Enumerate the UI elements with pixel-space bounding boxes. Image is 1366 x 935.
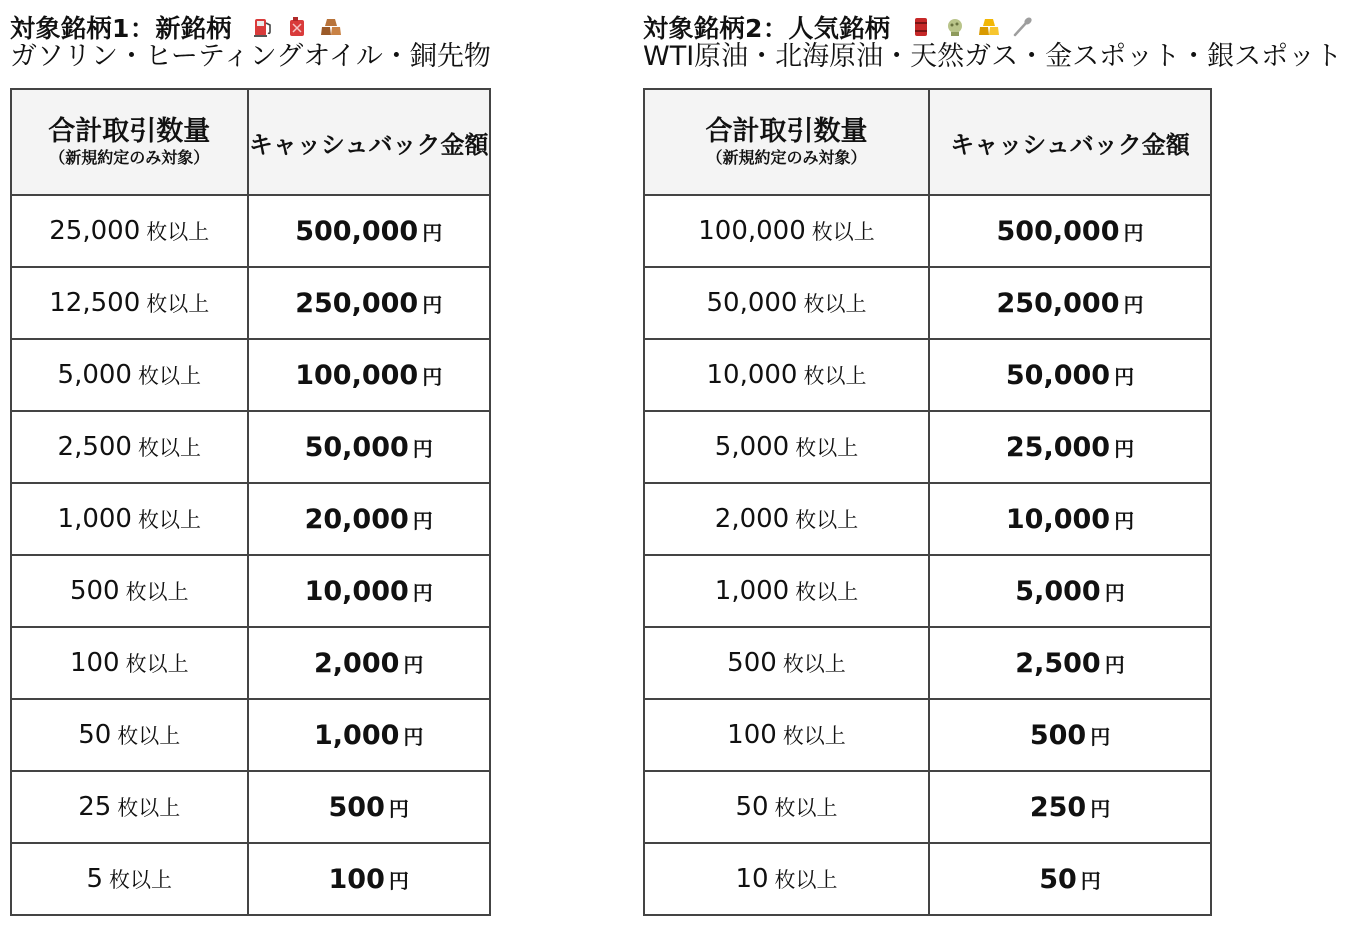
currency-unit: 円 [1090, 724, 1111, 749]
amount-value: 100 [328, 863, 385, 895]
volume-cell [11, 627, 248, 699]
amount-value: 1,000 [313, 719, 400, 751]
amount-value: 5,000 [1015, 575, 1101, 607]
section-title: 対象銘柄1：新銘柄 [10, 14, 232, 43]
currency-unit: 円 [1123, 292, 1144, 317]
amount-cell [929, 411, 1211, 483]
amount-cell [929, 555, 1211, 627]
currency-unit: 円 [1104, 580, 1125, 605]
volume-value: 25 [78, 792, 112, 822]
amount-cell [248, 411, 490, 483]
table-row [11, 627, 490, 699]
amount-value: 2,500 [1015, 647, 1101, 679]
copper-ingots-icon [320, 16, 342, 38]
volume-cell [11, 195, 248, 267]
amount-cell [929, 699, 1211, 771]
header-total-volume-label: 合計取引数量 [705, 116, 868, 147]
table-row [11, 771, 490, 843]
table-row [11, 267, 490, 339]
volume-value: 5,000 [57, 360, 132, 390]
volume-value: 500 [727, 648, 777, 678]
header-total-volume [11, 89, 248, 195]
volume-unit: 枚以上 [137, 436, 201, 460]
currency-unit: 円 [1123, 220, 1144, 245]
currency-unit: 円 [412, 508, 433, 533]
volume-cell [11, 699, 248, 771]
volume-cell [11, 555, 248, 627]
volume-cell [644, 555, 929, 627]
table-header-row [644, 89, 1211, 195]
table-row [644, 483, 1211, 555]
volume-cell [644, 483, 929, 555]
currency-unit: 円 [422, 364, 443, 389]
volume-value: 50,000 [706, 288, 798, 318]
amount-cell [248, 195, 490, 267]
amount-value: 50 [1039, 863, 1077, 895]
header-cashback-amount-label: キャッシュバック金額 [248, 130, 489, 159]
oil-can-icon [286, 16, 308, 38]
section-subtitle: WTI原油・北海原油・天然ガス・金スポット・銀スポット [643, 41, 1343, 72]
header-cashback-amount-label: キャッシュバック金額 [950, 130, 1190, 159]
currency-unit: 円 [1090, 796, 1111, 821]
table-row [644, 627, 1211, 699]
amount-value: 500,000 [295, 215, 419, 247]
volume-cell [644, 627, 929, 699]
header-cashback-amount [248, 89, 490, 195]
amount-value: 20,000 [304, 503, 409, 535]
table-row [11, 555, 490, 627]
amount-value: 250,000 [996, 287, 1120, 319]
currency-unit: 円 [1104, 652, 1125, 677]
currency-unit: 円 [1114, 364, 1135, 389]
amount-value: 25,000 [1005, 431, 1111, 463]
table-row [11, 843, 490, 915]
amount-cell [929, 339, 1211, 411]
amount-cell [248, 771, 490, 843]
volume-unit: 枚以上 [125, 652, 189, 676]
volume-unit: 枚以上 [782, 652, 846, 676]
currency-unit: 円 [422, 292, 443, 317]
commodity-icons [910, 16, 1034, 38]
currency-unit: 円 [412, 436, 433, 461]
volume-cell [11, 267, 248, 339]
volume-value: 10,000 [706, 360, 798, 390]
volume-unit: 枚以上 [803, 364, 867, 388]
silver-spoon-icon [1012, 16, 1034, 38]
table-header-row [11, 89, 490, 195]
currency-unit: 円 [388, 868, 409, 893]
volume-value: 10 [735, 864, 769, 894]
volume-value: 50 [78, 720, 112, 750]
header-total-volume-note: （新規約定のみ対象） [706, 148, 867, 167]
cashback-table [10, 88, 491, 916]
currency-unit: 円 [1114, 508, 1135, 533]
volume-cell [644, 267, 929, 339]
currency-unit: 円 [403, 724, 424, 749]
currency-unit: 円 [1080, 868, 1101, 893]
table-row [11, 411, 490, 483]
volume-unit: 枚以上 [803, 292, 867, 316]
table-row [644, 411, 1211, 483]
volume-value: 500 [69, 576, 120, 606]
header-total-volume [644, 89, 929, 195]
currency-unit: 円 [412, 580, 433, 605]
amount-cell [248, 483, 490, 555]
section-subtitle: ガソリン・ヒーティングオイル・銅先物 [10, 41, 491, 72]
volume-unit: 枚以上 [782, 724, 846, 748]
table-row [644, 267, 1211, 339]
volume-unit: 枚以上 [795, 580, 859, 604]
amount-cell [929, 483, 1211, 555]
volume-cell [644, 771, 929, 843]
volume-cell [11, 411, 248, 483]
amount-cell [929, 843, 1211, 915]
amount-cell [929, 627, 1211, 699]
amount-cell [929, 195, 1211, 267]
volume-cell [11, 483, 248, 555]
volume-unit: 枚以上 [774, 796, 838, 820]
volume-cell [644, 195, 929, 267]
amount-value: 10,000 [304, 575, 409, 607]
volume-unit: 枚以上 [137, 364, 201, 388]
volume-value: 100 [727, 720, 777, 750]
volume-value: 2,000 [714, 504, 790, 534]
volume-value: 1,000 [714, 576, 790, 606]
cashback-block-new [10, 0, 491, 895]
amount-value: 50,000 [1005, 359, 1111, 391]
amount-value: 50,000 [304, 431, 409, 463]
header-cashback-amount [929, 89, 1211, 195]
amount-value: 500 [328, 791, 385, 823]
amount-cell [248, 555, 490, 627]
volume-cell [11, 843, 248, 915]
volume-unit: 枚以上 [125, 580, 189, 604]
volume-unit: 枚以上 [795, 436, 859, 460]
table-row [11, 339, 490, 411]
volume-value: 2,500 [57, 432, 132, 462]
table-row [644, 771, 1211, 843]
volume-unit: 枚以上 [117, 796, 181, 820]
table-row [644, 339, 1211, 411]
volume-value: 5,000 [714, 432, 790, 462]
volume-cell [11, 771, 248, 843]
amount-cell [248, 699, 490, 771]
cashback-block-popular [643, 0, 1343, 895]
amount-value: 10,000 [1005, 503, 1111, 535]
table-row [11, 195, 490, 267]
volume-cell [644, 843, 929, 915]
amount-value: 250 [1029, 791, 1087, 823]
table-row [644, 195, 1211, 267]
table-row [644, 843, 1211, 915]
volume-value: 5 [86, 864, 104, 894]
amount-cell [248, 627, 490, 699]
volume-unit: 枚以上 [146, 292, 210, 316]
volume-unit: 枚以上 [117, 724, 181, 748]
volume-cell [11, 339, 248, 411]
header-total-volume-label: 合計取引数量 [48, 116, 211, 147]
volume-cell [644, 699, 929, 771]
section-title: 対象銘柄2：人気銘柄 [643, 14, 891, 43]
table-row [11, 483, 490, 555]
commodity-icons [252, 16, 342, 38]
volume-unit: 枚以上 [109, 868, 173, 892]
volume-unit: 枚以上 [811, 220, 875, 244]
natural-gas-icon [944, 16, 966, 38]
volume-value: 50 [735, 792, 769, 822]
volume-value: 100,000 [698, 216, 806, 246]
amount-value: 100,000 [295, 359, 419, 391]
volume-unit: 枚以上 [137, 508, 201, 532]
cashback-table [643, 88, 1212, 916]
volume-value: 25,000 [49, 216, 141, 246]
amount-value: 500,000 [996, 215, 1120, 247]
currency-unit: 円 [422, 220, 443, 245]
amount-cell [929, 771, 1211, 843]
currency-unit: 円 [403, 652, 424, 677]
amount-cell [248, 339, 490, 411]
amount-value: 2,000 [313, 647, 400, 679]
fuel-pump-icon [252, 16, 274, 38]
volume-value: 12,500 [49, 288, 141, 318]
volume-unit: 枚以上 [774, 868, 838, 892]
table-row [11, 699, 490, 771]
table-row [644, 699, 1211, 771]
amount-cell [248, 267, 490, 339]
amount-cell [929, 267, 1211, 339]
volume-value: 100 [69, 648, 120, 678]
amount-value: 500 [1029, 719, 1087, 751]
volume-cell [644, 411, 929, 483]
header-total-volume-note: （新規約定のみ対象） [49, 148, 210, 167]
oil-barrel-icon [910, 16, 932, 38]
volume-unit: 枚以上 [146, 220, 210, 244]
volume-cell [644, 339, 929, 411]
currency-unit: 円 [1114, 436, 1135, 461]
table-row [644, 555, 1211, 627]
currency-unit: 円 [388, 796, 409, 821]
gold-ingots-icon [978, 16, 1000, 38]
amount-value: 250,000 [295, 287, 419, 319]
amount-cell [248, 843, 490, 915]
volume-value: 1,000 [57, 504, 132, 534]
volume-unit: 枚以上 [795, 508, 859, 532]
